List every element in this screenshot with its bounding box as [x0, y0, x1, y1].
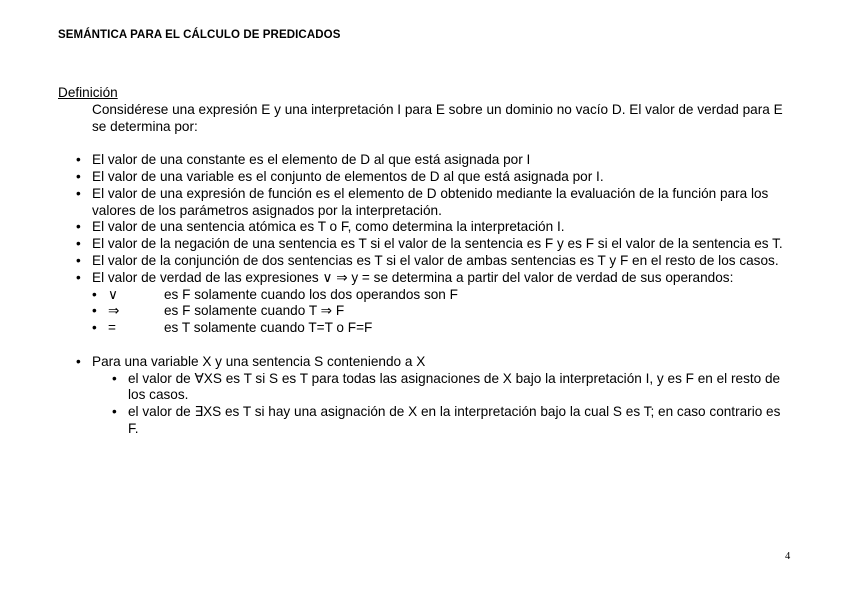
operator-symbol: ⇒ [108, 303, 120, 319]
operator-text: es T solamente cuando T=T o F=F [164, 320, 373, 336]
quantifier-sublist [58, 371, 793, 438]
definition-heading: Definición [58, 85, 118, 100]
rule-item: • El valor de la negación de una sentencia es T si el valor de la sentencia es F y es F si el valor de la sentencia es T. [58, 236, 793, 253]
operator-item [58, 303, 793, 320]
bullet-icon: • [92, 320, 97, 336]
rule-item: • El valor de verdad de las expresiones ∨ ⇒ y = se determina a partir del valor de verdad de sus operandos: [58, 270, 793, 287]
semantic-rules-list [58, 152, 793, 286]
spacer [58, 135, 793, 152]
quantifier-intro [58, 354, 793, 371]
operator-text: es F solamente cuando T ⇒ F [164, 303, 345, 319]
bullet-icon: • [92, 303, 97, 319]
definition-text: Considérese una expresión E y una interpretación I para E sobre un dominio no vacío D. El valor de verdad para E se determina por: [92, 101, 783, 134]
rule-item: • El valor de una variable es el conjunto de elementos de D al que está asignada por I. [58, 169, 793, 186]
operator-text: es F solamente cuando los dos operandos son F [164, 286, 458, 302]
rule-item: • El valor de una expresión de función es el elemento de D obtenido mediante la evaluación de la función para los valores de los parámetros asignados por la interpretación. [58, 186, 793, 220]
page-number: 4 [785, 551, 791, 562]
spacer [58, 337, 793, 354]
rule-item: • El valor de una constante es el elemento de D al que está asignada por I [58, 152, 793, 169]
rule-item: • El valor de una sentencia atómica es T o F, como determina la interpretación I. [58, 219, 793, 236]
operator-symbol: = [108, 320, 116, 336]
quantifier-item: • el valor de ∀XS es T si S es T para todas las asignaciones de X bajo la interpretación I, y es F en el resto de los casos. [58, 371, 793, 405]
operator-item [58, 320, 793, 337]
quantifier-item: • el valor de ∃XS es T si hay una asignación de X en la interpretación bajo la cual S es T; en caso contrario es F. [58, 404, 793, 438]
operator-item [58, 287, 793, 304]
operator-symbol: ∨ [108, 286, 118, 302]
quantifier-list [58, 354, 793, 371]
quantifier-intro-text: Para una variable X y una sentencia S conteniendo a X [92, 353, 426, 369]
page-title: SEMÁNTICA PARA EL CÁLCULO DE PREDICADOS [58, 29, 341, 41]
bullet-icon: • [92, 286, 97, 302]
rule-item: • El valor de la conjunción de dos sentencias es T si el valor de ambas sentencias es T y F en el resto de los casos. [58, 253, 793, 270]
operator-list [58, 287, 793, 337]
document-body [58, 85, 793, 438]
